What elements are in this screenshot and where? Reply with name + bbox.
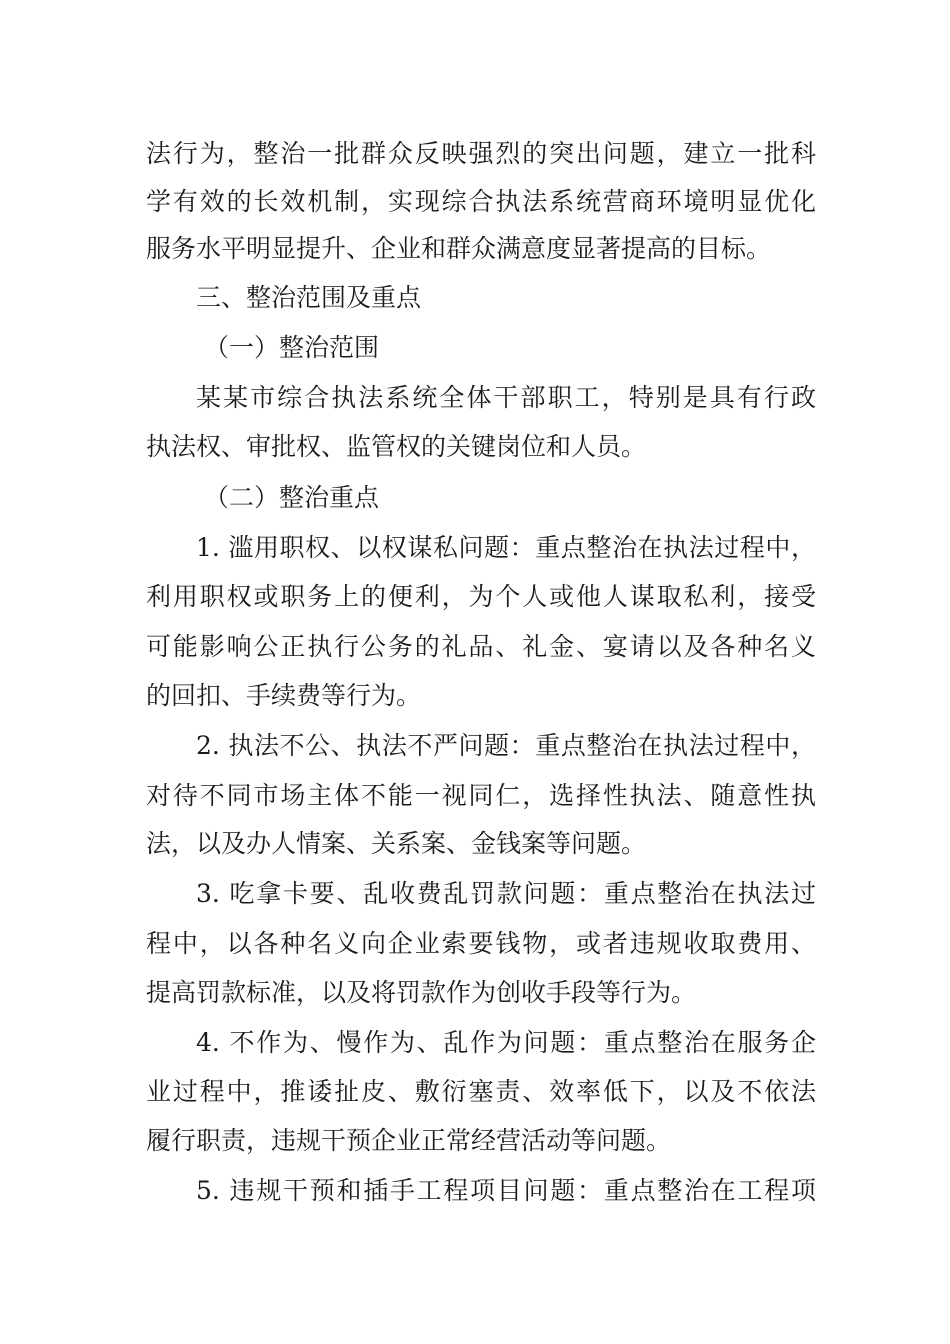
body-line: 服务水平明显提升、企业和群众满意度显著提高的目标。	[146, 234, 772, 263]
body-line: 学有效的长效机制，实现综合执法系统营商环境明显优化	[146, 187, 816, 216]
body-line: 法行为，整治一批群众反映强烈的突出问题，建立一批科	[146, 139, 816, 168]
body-line: 提高罚款标准，以及将罚款作为创收手段等行为。	[146, 978, 697, 1007]
paragraph-first-line: 某某市综合执法系统全体干部职工，特别是具有行政	[196, 383, 816, 412]
subsection-heading: （二）整治重点	[204, 483, 380, 512]
body-line: 的回扣、手续费等行为。	[146, 681, 422, 710]
body-line: 执法权、审批权、监管权的关键岗位和人员。	[146, 432, 647, 461]
list-item-first-line: 4. 不作为、慢作为、乱作为问题：重点整治在服务企	[196, 1028, 816, 1057]
section-heading: 三、整治范围及重点	[196, 283, 422, 312]
body-line: 程中，以各种名义向企业索要钱物，或者违规收取费用、	[146, 929, 816, 958]
list-item-first-line: 1. 滥用职权、以权谋私问题：重点整治在执法过程中，	[196, 533, 816, 562]
list-item-first-line: 5. 违规干预和插手工程项目问题：重点整治在工程项	[196, 1176, 816, 1205]
body-line: 利用职权或职务上的便利，为个人或他人谋取私利，接受	[146, 582, 816, 611]
body-line: 对待不同市场主体不能一视同仁，选择性执法、随意性执	[146, 781, 816, 810]
body-line: 法，以及办人情案、关系案、金钱案等问题。	[146, 829, 647, 858]
list-item-first-line: 2. 执法不公、执法不严问题：重点整治在执法过程中，	[196, 731, 816, 760]
body-line: 业过程中，推诿扯皮、敷衍塞责、效率低下，以及不依法	[146, 1077, 816, 1106]
body-line: 履行职责，违规干预企业正常经营活动等问题。	[146, 1126, 672, 1155]
list-item-first-line: 3. 吃拿卡要、乱收费乱罚款问题：重点整治在执法过	[196, 879, 816, 908]
body-line: 可能影响公正执行公务的礼品、礼金、宴请以及各种名义	[146, 632, 816, 661]
subsection-heading: （一）整治范围	[204, 333, 380, 362]
